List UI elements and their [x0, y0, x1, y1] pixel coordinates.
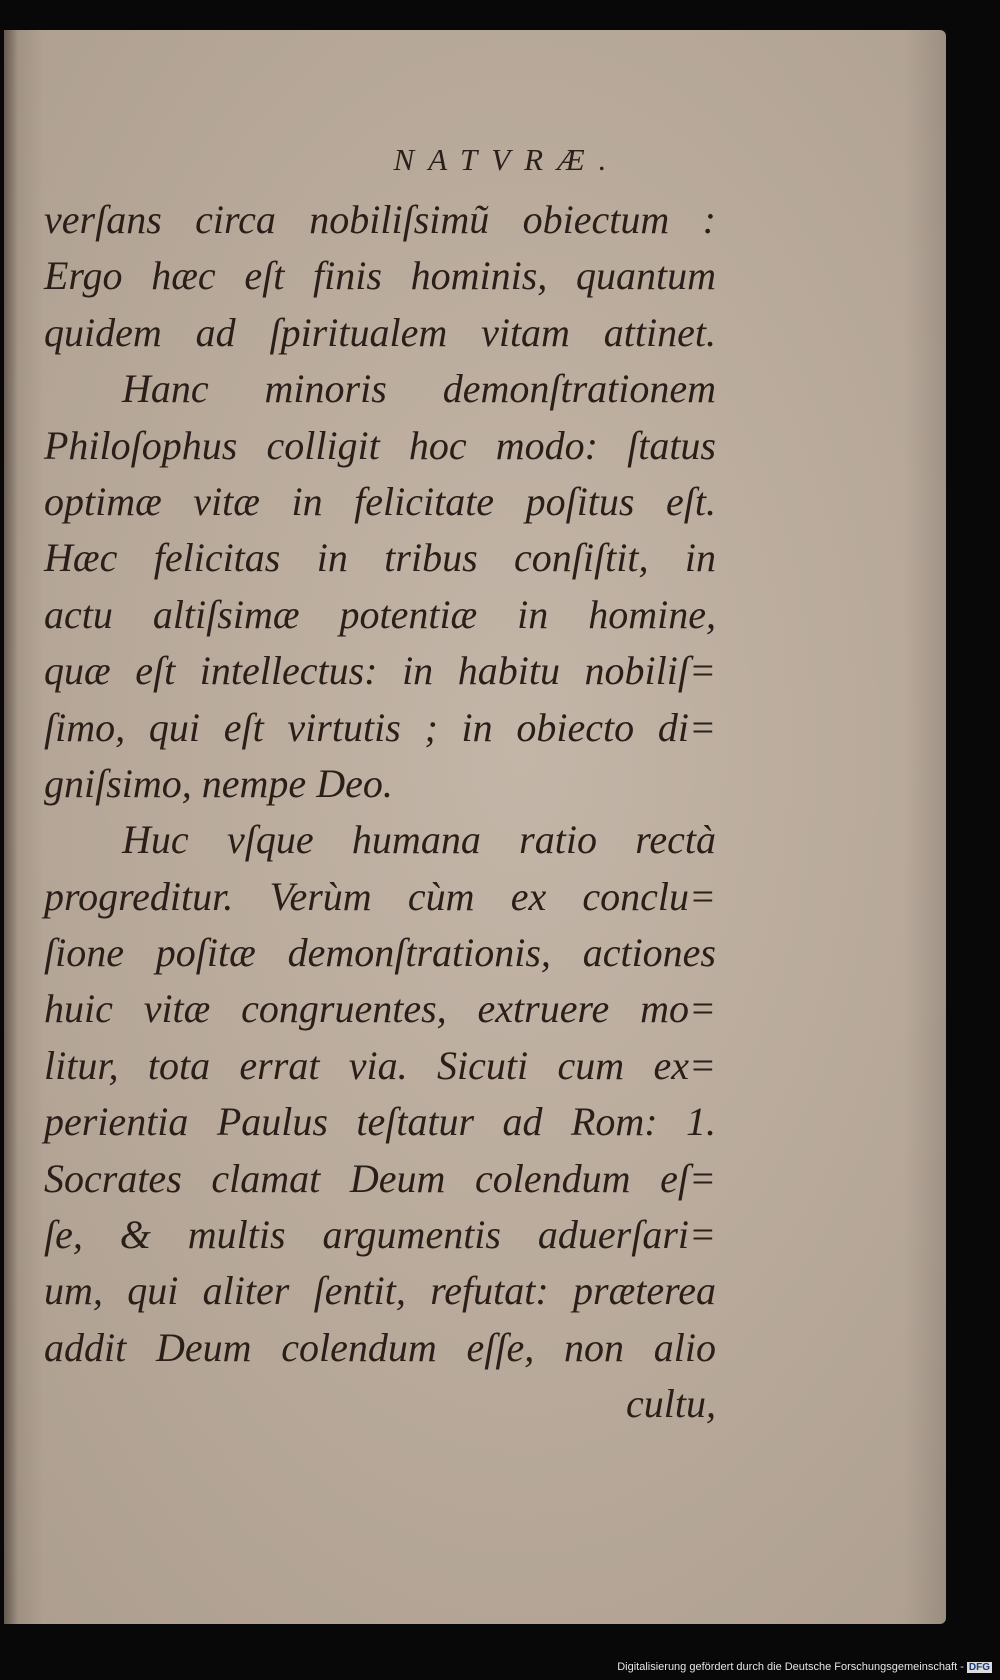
text-line: Huc vſque humana ratio rectà: [122, 817, 716, 863]
text-line: Hanc minoris demonſtrationem: [122, 366, 716, 412]
credit-text: Digitalisierung gefördert durch die Deutsche Forschungsgemeinschaft -: [617, 1661, 964, 1673]
dfg-logo: DFG: [968, 1662, 990, 1673]
text-line: Hæc felicitas in tribus conſiſtit, in: [44, 535, 716, 581]
text-line: addit Deum colendum eſſe, non alio: [44, 1324, 716, 1370]
text-line: Philoſophus colligit hoc modo: ſtatus: [44, 422, 716, 468]
text-line: actu altiſsimæ potentiæ in homine,: [44, 591, 716, 637]
text-line: verſans circa nobiliſsimũ obiectum :: [44, 197, 716, 242]
text-line: quæ eſt intellectus: in habitu nobiliſ=: [44, 648, 716, 694]
body-text: [44, 192, 716, 1433]
page-gutter-shadow: [4, 30, 18, 1624]
text-line: ſimo, qui eſt virtutis ; in obiecto di=: [44, 704, 716, 750]
catchword: cultu,: [626, 1381, 716, 1427]
text-line: ſione poſitæ demonſtrationis, actiones: [44, 930, 716, 976]
text-line: quidem ad ſpiritualem vitam attinet.: [44, 309, 716, 355]
text-line: ſe, & multis argumentis aduerſari=: [44, 1212, 716, 1258]
text-line: litur, tota errat via. Sicuti cum ex=: [44, 1042, 716, 1088]
text-line: Ergo hæc eſt finis hominis, quantum: [44, 253, 716, 299]
text-line: perientia Paulus teſtatur ad Rom: 1.: [44, 1099, 716, 1145]
text-line: progreditur. Verùm cùm ex conclu=: [44, 873, 716, 919]
digitization-credit: [617, 1661, 992, 1673]
running-header: NATVRÆ.: [393, 142, 621, 177]
text-line: um, qui aliter ſentit, refutat: præterea: [44, 1268, 716, 1314]
text-line: huic vitæ congruentes, extruere mo=: [44, 986, 716, 1032]
text-line: gniſsimo, nempe Deo.: [44, 760, 393, 806]
text-line: Socrates clamat Deum colendum eſ=: [44, 1155, 716, 1201]
text-line: optimæ vitæ in felicitate poſitus eſt.: [44, 478, 716, 524]
